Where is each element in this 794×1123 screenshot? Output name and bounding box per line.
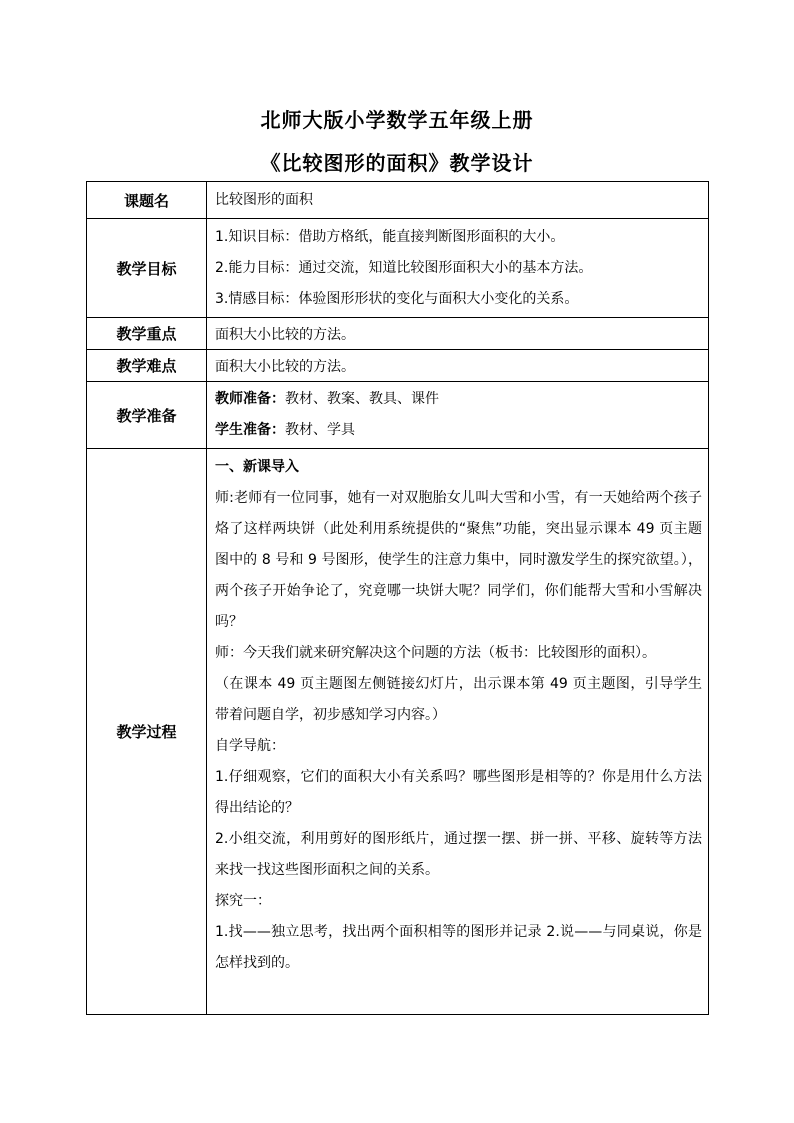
table-row-difficulty (87, 350, 709, 382)
process-paragraph-6: 2.小组交流，利用剪好的图形纸片，通过摆一摆、拼一拼、平移、旋转等方法来找一找这些图形面积之间的关系。 (215, 831, 702, 878)
process-paragraph-7: 探究一： (215, 893, 271, 909)
key-point-label: 教学重点 (87, 318, 207, 350)
student-preparation-label: 学生准备： (215, 422, 285, 438)
table-row-key-point (87, 318, 709, 350)
preparation-label: 教学准备 (87, 382, 207, 449)
student-preparation-text: 教材、学具 (285, 422, 355, 438)
teacher-preparation-label: 教师准备： (215, 391, 285, 407)
difficulty-value: 面积大小比较的方法。 (207, 350, 709, 382)
process-label: 教学过程 (87, 449, 207, 1015)
document-title-line1: 北师大版小学数学五年级上册 (260, 108, 534, 132)
process-paragraph-5: 1.仔细观察，它们的面积大小有关系吗？哪些图形是相等的？你是用什么方法得出结论的？ (215, 769, 702, 816)
process-paragraph-2: 师：今天我们就来研究解决这个问题的方法（板书：比较图形的面积）。 (215, 645, 656, 661)
goal-item-3: 3.情感目标：体验图形形状的变化与面积大小变化的关系。 (215, 290, 579, 307)
table-row-goals (87, 219, 709, 318)
lesson-plan-table (86, 181, 709, 1015)
process-paragraph-1: 师:老师有一位同事，她有一对双胞胎女儿叫大雪和小雪，有一天她给两个孩子烙了这样两块饼（此处利用系统提供的“聚焦”功能，突出显示课本 49 页主题图中的 8 号和 9 号图形，使学生的注意力集中，同时激发学生的探究欲望。），两个孩子开始争论了，究竟哪一块饼大呢？同学们，你们能帮大雪和小雪解决吗？ (215, 490, 702, 630)
topic-value (207, 182, 709, 219)
process-paragraph-4: 自学导航： (215, 738, 285, 754)
student-preparation (215, 415, 702, 446)
topic-text: 比较图形的面积 (215, 191, 313, 208)
goal-item-1: 1.知识目标：借助方格纸，能直接判断图形面积的大小。 (215, 228, 565, 245)
table-row-preparation (87, 382, 709, 449)
teacher-preparation (215, 384, 702, 415)
preparation-value (207, 382, 709, 449)
process-paragraph-8: 1.找——独立思考，找出两个面积相等的图形并记录 2.说——与同桌说，你是怎样找到的。 (215, 924, 702, 971)
key-point-value: 面积大小比较的方法。 (207, 318, 709, 350)
goal-item-2: 2.能力目标：通过交流，知道比较图形面积大小的基本方法。 (215, 259, 593, 276)
goals-value (207, 219, 709, 318)
teacher-preparation-text: 教材、教案、教具、课件 (285, 391, 439, 407)
goals-label: 教学目标 (87, 219, 207, 318)
process-value (207, 449, 709, 1015)
process-paragraph-3: （在课本 49 页主题图左侧链接幻灯片，出示课本第 49 页主题图，引导学生带着问题自学，初步感知学习内容。） (215, 676, 702, 723)
document-title-line2: 《比较图形的面积》教学设计 (260, 151, 534, 175)
table-row-process (87, 449, 709, 1015)
difficulty-label: 教学难点 (87, 350, 207, 382)
topic-label: 课题名 (87, 182, 207, 219)
table-row-topic (87, 182, 709, 219)
process-section-title: 一、新课导入 (215, 459, 299, 475)
